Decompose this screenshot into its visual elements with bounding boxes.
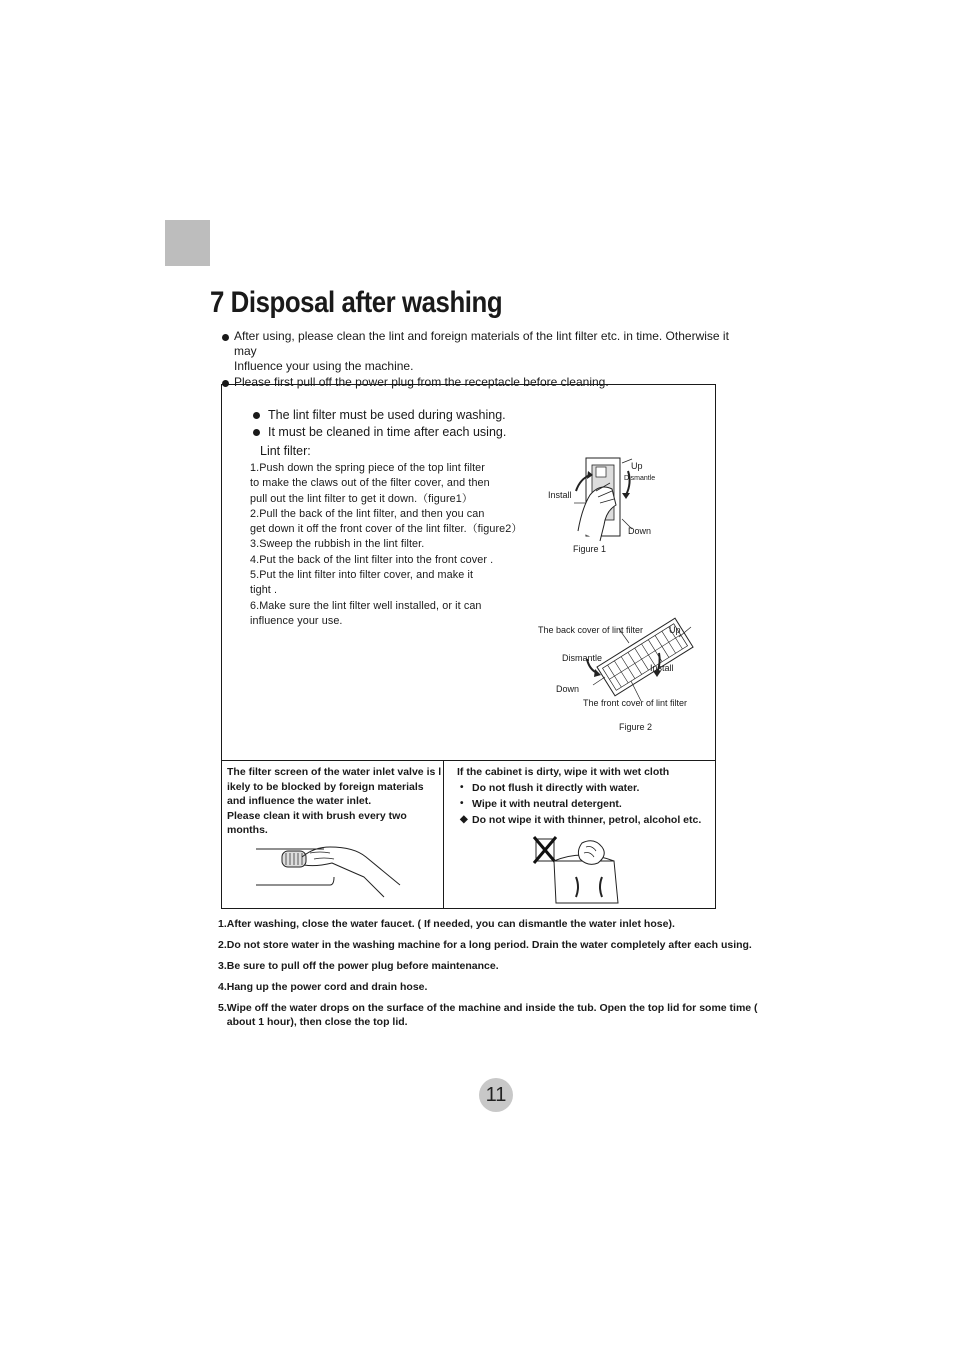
bullet-dot-icon <box>253 412 260 419</box>
step-line: tight . <box>250 584 278 597</box>
figure1-down-label: Down <box>628 526 652 536</box>
cabinet-bullet: ◆ Do not wipe it with thinner, petrol, alcohol etc. <box>460 814 702 826</box>
figure2-caption: Figure 2 <box>619 722 653 732</box>
step-line: 4.Put the back of the lint filter into the front cover . <box>250 553 494 566</box>
lint-filter-steps <box>250 461 523 629</box>
after-step: 2.Do not store water in the washing machine for a long period. Drain the water completely after each using. <box>218 939 752 951</box>
figure1-lint-filter-illustration <box>560 453 670 543</box>
bullet-icon: ◆ <box>460 814 468 825</box>
step-line: pull out the lint filter to get it down.（figure1） <box>250 492 473 505</box>
after-step-5: 5.Wipe off the water drops on the surface of the machine and inside the tub. Open the top lid for some time ( about 1 hour), then close the top lid. <box>218 1002 758 1028</box>
bullet-dot-icon <box>253 429 260 436</box>
inlet-valve-cleaning-illustration <box>254 841 404 901</box>
step-line: get down it off the front cover of the lint filter.（figure2） <box>250 523 523 536</box>
figure2-down-label: Down <box>556 684 580 694</box>
step-line: 6.Make sure the lint filter well installed, or it can <box>250 599 482 612</box>
step-line: to make the claws out of the filter cover, and then <box>250 477 490 490</box>
lint-filter-section <box>222 385 715 761</box>
step-line: influence your use. <box>250 614 343 627</box>
step-line: 1.Push down the spring piece of the top lint filter <box>250 462 485 474</box>
page-title: 7 Disposal after washing <box>210 286 503 319</box>
after-step: 3.Be sure to pull off the power plug before maintenance. <box>218 960 499 972</box>
step-line: 5.Put the lint filter into filter cover, and make it <box>250 569 474 582</box>
cabinet-section <box>444 761 715 908</box>
cabinet-bullet: • Do not flush it directly with water. <box>460 782 640 794</box>
bullet-icon: • <box>460 782 464 793</box>
figure1-dismantle-label: Dismantle <box>624 475 656 482</box>
page-number: 11 <box>479 1078 513 1112</box>
lint-filter-heading: Lint filter: <box>260 444 311 458</box>
figure2-dismantle-label: Dismantle <box>562 653 603 663</box>
instruction-box <box>221 384 716 909</box>
figure2-up-label: Up <box>669 625 681 635</box>
lint-note-1: The lint filter must be used during washing. <box>254 407 506 423</box>
inlet-valve-section <box>222 761 444 908</box>
figure2-back-cover-label: The back cover of lint filter <box>538 625 644 635</box>
after-washing-steps <box>218 917 758 1036</box>
lint-note-2: It must be cleaned in time after each using. <box>254 424 506 440</box>
step-line: 3.Sweep the rubbish in the lint filter. <box>250 538 425 551</box>
figure1-caption: Figure 1 <box>573 544 607 554</box>
section-tab-marker <box>165 220 210 266</box>
after-step: 1.After washing, close the water faucet. ( If needed, you can dismantle the water inlet hose). <box>218 918 675 930</box>
intro-note-2: Please first pull off the power plug from the receptacle before cleaning. <box>220 375 740 390</box>
after-step: 4.Hang up the power cord and drain hose. <box>218 981 428 993</box>
intro-note-1: After using, please clean the lint and foreign materials of the lint filter etc. in time. Otherwise it may Influence your using the machine. <box>220 329 740 374</box>
figure2-front-cover-label: The front cover of lint filter <box>583 698 688 708</box>
figure1-up-label: Up <box>631 461 643 471</box>
intro-notes <box>220 329 740 391</box>
cabinet-heading: If the cabinet is dirty, wipe it with wet cloth <box>457 766 670 778</box>
cabinet-wiping-illustration <box>532 833 622 905</box>
inlet-valve-text: The filter screen of the water inlet valve is l ikely to be blocked by foreign materials and influence the water inlet. Please clean it with brush every two months. <box>227 766 442 836</box>
bullet-dot-icon <box>222 334 229 341</box>
bullet-icon: • <box>460 798 464 809</box>
step-line: 2.Pull the back of the lint filter, and then you can <box>250 507 485 520</box>
cabinet-text <box>457 765 712 828</box>
cabinet-bullet: • Wipe it with neutral detergent. <box>460 798 622 810</box>
figure1-install-label: Install <box>548 490 572 500</box>
figure2-install-label: Install <box>650 663 674 673</box>
